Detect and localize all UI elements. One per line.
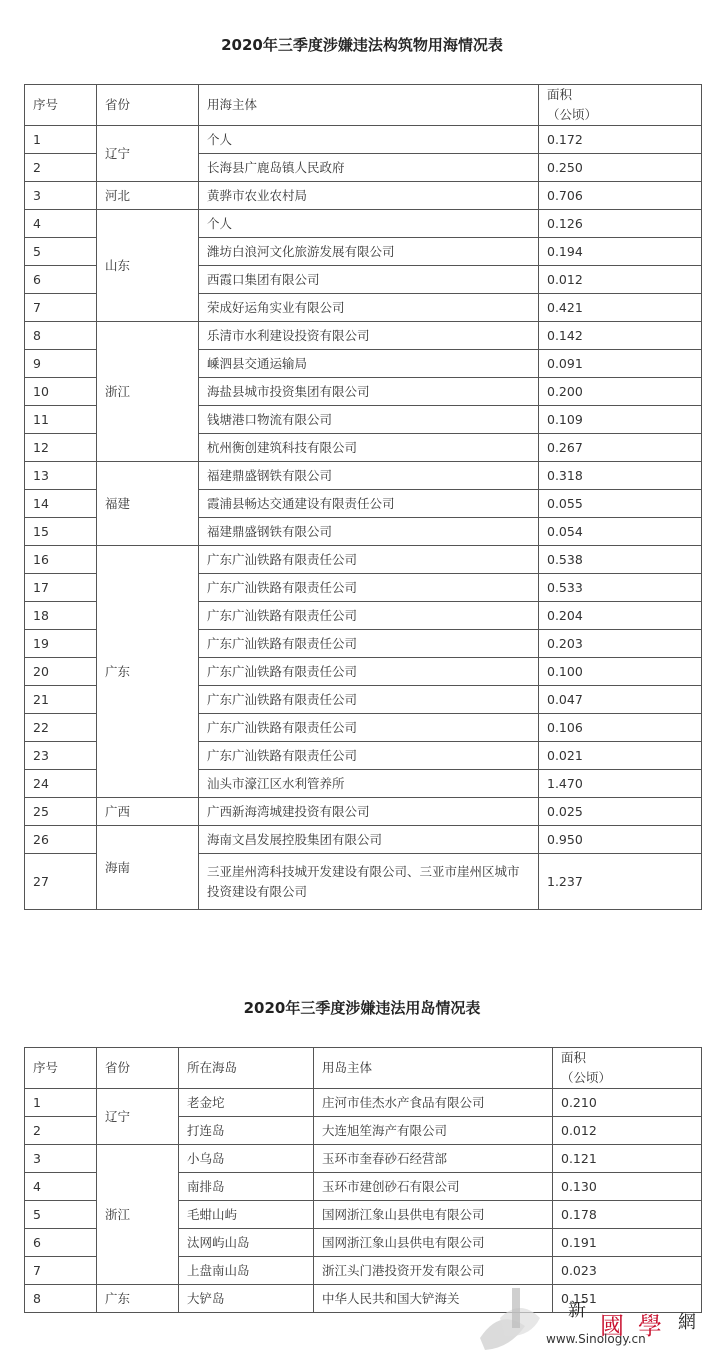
table-cell: 0.210 bbox=[553, 1089, 702, 1117]
table-cell: 毛蚶山屿 bbox=[179, 1201, 314, 1229]
table-cell: 10 bbox=[25, 378, 97, 406]
table-cell: 0.023 bbox=[553, 1257, 702, 1285]
table-cell: 广东广汕铁路有限责任公司 bbox=[199, 630, 539, 658]
table-cell: 4 bbox=[25, 210, 97, 238]
table-cell: 0.106 bbox=[539, 714, 702, 742]
table-cell: 国网浙江象山县供电有限公司 bbox=[314, 1201, 553, 1229]
table-cell: 3 bbox=[25, 182, 97, 210]
table-cell: 0.204 bbox=[539, 602, 702, 630]
table-cell: 0.194 bbox=[539, 238, 702, 266]
table-cell: 6 bbox=[25, 1229, 97, 1257]
province-cell: 广东 bbox=[97, 1285, 179, 1313]
table-cell: 0.054 bbox=[539, 518, 702, 546]
table-cell: 13 bbox=[25, 462, 97, 490]
table-cell: 南排岛 bbox=[179, 1173, 314, 1201]
header-area: 面积 （公顷） bbox=[553, 1048, 702, 1089]
table-row bbox=[25, 182, 702, 210]
table-cell: 福建鼎盛钢铁有限公司 bbox=[199, 518, 539, 546]
watermark-xin: 新 bbox=[568, 1300, 586, 1321]
province-cell: 福建 bbox=[97, 462, 199, 546]
table-cell: 21 bbox=[25, 686, 97, 714]
table-cell: 8 bbox=[25, 1285, 97, 1313]
table-cell: 0.950 bbox=[539, 826, 702, 854]
table-cell: 海盐县城市投资集团有限公司 bbox=[199, 378, 539, 406]
table-cell: 庄河市佳杰水产食品有限公司 bbox=[314, 1089, 553, 1117]
table-cell: 9 bbox=[25, 350, 97, 378]
watermark-wang: 網 bbox=[678, 1312, 696, 1333]
table-cell: 个人 bbox=[199, 210, 539, 238]
province-cell: 山东 bbox=[97, 210, 199, 322]
table-cell: 0.121 bbox=[553, 1145, 702, 1173]
table-cell: 27 bbox=[25, 854, 97, 910]
table-cell: 个人 bbox=[199, 126, 539, 154]
table-cell: 广东广汕铁路有限责任公司 bbox=[199, 658, 539, 686]
table-cell: 15 bbox=[25, 518, 97, 546]
table-cell: 1 bbox=[25, 126, 97, 154]
table-row bbox=[25, 210, 702, 238]
table-cell: 5 bbox=[25, 238, 97, 266]
province-cell: 浙江 bbox=[97, 1145, 179, 1285]
header-entity: 用海主体 bbox=[199, 85, 539, 126]
watermark-guoxue: 國學 bbox=[600, 1312, 676, 1340]
table-cell: 长海县广鹿岛镇人民政府 bbox=[199, 154, 539, 182]
table-cell: 17 bbox=[25, 574, 97, 602]
table-cell: 0.203 bbox=[539, 630, 702, 658]
header-no: 序号 bbox=[25, 85, 97, 126]
table-cell: 25 bbox=[25, 798, 97, 826]
table-cell: 12 bbox=[25, 434, 97, 462]
table-cell: 乐清市水利建设投资有限公司 bbox=[199, 322, 539, 350]
table-cell: 0.706 bbox=[539, 182, 702, 210]
table-cell: 0.012 bbox=[539, 266, 702, 294]
table-cell: 23 bbox=[25, 742, 97, 770]
table-cell: 大连旭笙海产有限公司 bbox=[314, 1117, 553, 1145]
table-cell: 西霞口集团有限公司 bbox=[199, 266, 539, 294]
table-cell: 8 bbox=[25, 322, 97, 350]
table-cell: 打连岛 bbox=[179, 1117, 314, 1145]
table-cell: 0.200 bbox=[539, 378, 702, 406]
table-cell: 6 bbox=[25, 266, 97, 294]
table-cell: 0.025 bbox=[539, 798, 702, 826]
table-cell: 广东广汕铁路有限责任公司 bbox=[199, 686, 539, 714]
table-cell: 海南文昌发展控股集团有限公司 bbox=[199, 826, 539, 854]
table-cell: 1.470 bbox=[539, 770, 702, 798]
table-cell: 16 bbox=[25, 546, 97, 574]
table-cell: 汕头市濠江区水利管养所 bbox=[199, 770, 539, 798]
table-cell: 0.021 bbox=[539, 742, 702, 770]
table-cell: 24 bbox=[25, 770, 97, 798]
table-row bbox=[25, 1089, 702, 1117]
table-cell: 2 bbox=[25, 1117, 97, 1145]
table-row bbox=[25, 798, 702, 826]
table-row bbox=[25, 322, 702, 350]
table-cell: 0.172 bbox=[539, 126, 702, 154]
header-area: 面积 （公顷） bbox=[539, 85, 702, 126]
table-row bbox=[25, 126, 702, 154]
table-cell: 0.533 bbox=[539, 574, 702, 602]
table-cell: 0.267 bbox=[539, 434, 702, 462]
watermark-site: www.Sinology.cn bbox=[546, 1332, 646, 1346]
table-cell: 潍坊白浪河文化旅游发展有限公司 bbox=[199, 238, 539, 266]
table-cell: 3 bbox=[25, 1145, 97, 1173]
table-cell: 玉环市奎春砂石经营部 bbox=[314, 1145, 553, 1173]
table-cell: 荣成好运角实业有限公司 bbox=[199, 294, 539, 322]
table-cell: 上盘南山岛 bbox=[179, 1257, 314, 1285]
table-cell: 7 bbox=[25, 1257, 97, 1285]
table-cell: 19 bbox=[25, 630, 97, 658]
table-cell: 0.100 bbox=[539, 658, 702, 686]
table-cell: 嵊泗县交通运输局 bbox=[199, 350, 539, 378]
table-cell: 1 bbox=[25, 1089, 97, 1117]
table-cell: 0.091 bbox=[539, 350, 702, 378]
table-cell: 0.055 bbox=[539, 490, 702, 518]
table-cell: 20 bbox=[25, 658, 97, 686]
header-entity: 用岛主体 bbox=[314, 1048, 553, 1089]
table-cell: 广东广汕铁路有限责任公司 bbox=[199, 574, 539, 602]
table-cell: 广东广汕铁路有限责任公司 bbox=[199, 546, 539, 574]
table-cell: 国网浙江象山县供电有限公司 bbox=[314, 1229, 553, 1257]
province-cell: 海南 bbox=[97, 826, 199, 910]
table-row bbox=[25, 546, 702, 574]
province-cell: 辽宁 bbox=[97, 1089, 179, 1145]
table-header-row bbox=[25, 1048, 702, 1089]
province-cell: 辽宁 bbox=[97, 126, 199, 182]
table-cell: 福建鼎盛钢铁有限公司 bbox=[199, 462, 539, 490]
table-cell: 中华人民共和国大铲海关 bbox=[314, 1285, 553, 1313]
header-province: 省份 bbox=[97, 85, 199, 126]
table-row bbox=[25, 826, 702, 854]
table-cell: 广东广汕铁路有限责任公司 bbox=[199, 714, 539, 742]
table-cell: 26 bbox=[25, 826, 97, 854]
table-row bbox=[25, 462, 702, 490]
table-cell: 小乌岛 bbox=[179, 1145, 314, 1173]
table-cell: 0.047 bbox=[539, 686, 702, 714]
table-cell: 霞浦县畅达交通建设有限责任公司 bbox=[199, 490, 539, 518]
province-cell: 广东 bbox=[97, 546, 199, 798]
header-no: 序号 bbox=[25, 1048, 97, 1089]
table-cell: 0.126 bbox=[539, 210, 702, 238]
table-cell: 18 bbox=[25, 602, 97, 630]
table-cell: 玉环市建创砂石有限公司 bbox=[314, 1173, 553, 1201]
table-cell: 钱塘港口物流有限公司 bbox=[199, 406, 539, 434]
table-cell: 11 bbox=[25, 406, 97, 434]
header-province: 省份 bbox=[97, 1048, 179, 1089]
header-island: 所在海岛 bbox=[179, 1048, 314, 1089]
table-cell: 三亚崖州湾科技城开发建设有限公司、三亚市崖州区城市投资建设有限公司 bbox=[199, 854, 539, 910]
table-cell: 杭州衡创建筑科技有限公司 bbox=[199, 434, 539, 462]
table-cell: 0.318 bbox=[539, 462, 702, 490]
table-cell: 0.109 bbox=[539, 406, 702, 434]
table-cell: 广东广汕铁路有限责任公司 bbox=[199, 602, 539, 630]
table-cell: 0.178 bbox=[553, 1201, 702, 1229]
table-header-row bbox=[25, 85, 702, 126]
province-cell: 广西 bbox=[97, 798, 199, 826]
table-cell: 0.151 bbox=[553, 1285, 702, 1313]
table-row bbox=[25, 1145, 702, 1173]
table-cell: 浙江头门港投资开发有限公司 bbox=[314, 1257, 553, 1285]
table1-title: 2020年三季度涉嫌违法构筑物用海情况表 bbox=[221, 36, 503, 54]
table-cell: 0.538 bbox=[539, 546, 702, 574]
province-cell: 河北 bbox=[97, 182, 199, 210]
table-cell: 黄骅市农业农村局 bbox=[199, 182, 539, 210]
table-cell: 老金坨 bbox=[179, 1089, 314, 1117]
table-cell: 4 bbox=[25, 1173, 97, 1201]
table-cell: 广西新海湾城建投资有限公司 bbox=[199, 798, 539, 826]
table-cell: 2 bbox=[25, 154, 97, 182]
table-cell: 0.421 bbox=[539, 294, 702, 322]
table2-title: 2020年三季度涉嫌违法用岛情况表 bbox=[243, 999, 481, 1017]
table-cell: 1.237 bbox=[539, 854, 702, 910]
table-cell: 0.191 bbox=[553, 1229, 702, 1257]
table-cell: 0.250 bbox=[539, 154, 702, 182]
table-cell: 14 bbox=[25, 490, 97, 518]
table-cell: 广东广汕铁路有限责任公司 bbox=[199, 742, 539, 770]
table-cell: 5 bbox=[25, 1201, 97, 1229]
table-cell: 汰网屿山岛 bbox=[179, 1229, 314, 1257]
province-cell: 浙江 bbox=[97, 322, 199, 462]
table-cell: 大铲岛 bbox=[179, 1285, 314, 1313]
table-cell: 22 bbox=[25, 714, 97, 742]
illegal-structures-table bbox=[24, 84, 702, 910]
table-cell: 0.012 bbox=[553, 1117, 702, 1145]
table-cell: 0.130 bbox=[553, 1173, 702, 1201]
table-cell: 7 bbox=[25, 294, 97, 322]
table-cell: 0.142 bbox=[539, 322, 702, 350]
